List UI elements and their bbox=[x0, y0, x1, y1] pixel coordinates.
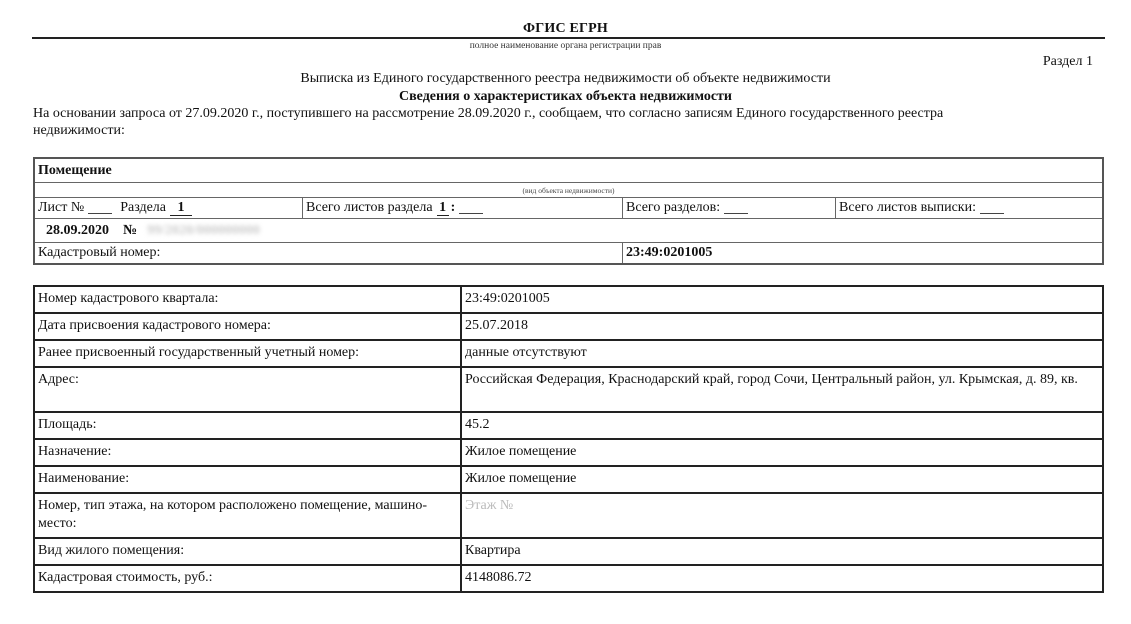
total-sections-cell bbox=[623, 198, 748, 218]
property-details-table bbox=[33, 285, 1104, 593]
table-row bbox=[34, 340, 1103, 367]
document-title: Выписка из Единого государственного реестра недвижимости об объекте недвижимости bbox=[300, 71, 831, 86]
row-label: Номер, тип этажа, на котором расположено помещение, машино-место: bbox=[34, 493, 461, 538]
section-number: 1 bbox=[170, 201, 192, 216]
total-sheets-section-cell bbox=[303, 198, 483, 218]
table-row bbox=[34, 538, 1103, 565]
row-label: Дата присвоения кадастрового номера: bbox=[34, 313, 461, 340]
object-type: Помещение bbox=[38, 162, 112, 178]
row-value: Жилое помещение bbox=[461, 466, 1103, 493]
table-row bbox=[34, 313, 1103, 340]
extract-number-redacted: 99/2020/000000000 bbox=[147, 222, 260, 238]
table-row bbox=[34, 565, 1103, 592]
registry-org-title: ФГИС ЕГРН bbox=[523, 21, 608, 36]
row-label: Наименование: bbox=[34, 466, 461, 493]
row-value: Жилое помещение bbox=[461, 439, 1103, 466]
row-label: Назначение: bbox=[34, 439, 461, 466]
sheet-label: Лист № bbox=[38, 200, 85, 215]
object-type-caption: (вид объекта недвижимости) bbox=[522, 185, 615, 195]
row-value: Квартира bbox=[461, 538, 1103, 565]
object-type-caption-row bbox=[35, 183, 1102, 198]
colon: : bbox=[450, 200, 456, 215]
document-subtitle: Сведения о характеристиках объекта недвижимости bbox=[399, 89, 732, 104]
total-sheets-section-value: 1 bbox=[437, 201, 449, 216]
document-intro: На основании запроса от 27.09.2020 г., поступившего на рассмотрение 28.09.2020 г., сообщаем, что согласно записям Единого государственного реестра недвижимости: bbox=[33, 106, 944, 138]
row-value: данные отсутствуют bbox=[461, 340, 1103, 367]
section-label: Раздел 1 bbox=[1042, 54, 1093, 69]
row-value: 23:49:0201005 bbox=[461, 286, 1103, 313]
row-label: Вид жилого помещения: bbox=[34, 538, 461, 565]
total-extract-sheets-label: Всего листов выписки: bbox=[839, 200, 976, 215]
date-number-cell bbox=[43, 219, 260, 242]
row-value: 25.07.2018 bbox=[461, 313, 1103, 340]
row-value: Этаж № bbox=[461, 493, 1103, 538]
row-label: Адрес: bbox=[34, 367, 461, 412]
table-row bbox=[34, 367, 1103, 412]
object-type-row bbox=[35, 159, 1102, 183]
cadastral-value: 23:49:0201005 bbox=[626, 245, 713, 260]
row-value: 4148086.72 bbox=[461, 565, 1103, 592]
total-extract-sheets-blank bbox=[980, 202, 1004, 214]
header-rule bbox=[32, 37, 1105, 39]
table-row bbox=[34, 493, 1103, 538]
table-row bbox=[34, 466, 1103, 493]
total-extract-sheets-cell bbox=[836, 198, 1004, 218]
row-label: Ранее присвоенный государственный учетный номер: bbox=[34, 340, 461, 367]
row-value: 45.2 bbox=[461, 412, 1103, 439]
cadastral-row bbox=[35, 243, 1102, 263]
number-label: № bbox=[123, 222, 138, 238]
sheet-number-blank bbox=[88, 202, 112, 214]
sheets-row bbox=[35, 198, 1102, 219]
row-value: Российская Федерация, Краснодарский край, город Сочи, Центральный район, ул. Крымская, д. 89, кв. bbox=[461, 367, 1103, 412]
table-row bbox=[34, 439, 1103, 466]
row-label: Кадастровая стоимость, руб.: bbox=[34, 565, 461, 592]
object-header-box bbox=[33, 157, 1104, 265]
extract-date: 28.09.2020 bbox=[46, 222, 109, 238]
table-row bbox=[34, 412, 1103, 439]
total-sheets-blank bbox=[459, 202, 483, 214]
total-sections-blank bbox=[724, 202, 748, 214]
row-label: Площадь: bbox=[34, 412, 461, 439]
table-row bbox=[34, 286, 1103, 313]
total-sheets-section-label: Всего листов раздела bbox=[306, 200, 433, 215]
cadastral-label: Кадастровый номер: bbox=[38, 245, 161, 260]
registry-org-caption: полное наименование органа регистрации прав bbox=[469, 41, 662, 51]
total-sections-label: Всего разделов: bbox=[626, 200, 721, 215]
date-number-row bbox=[35, 219, 1102, 243]
sheet-number-cell bbox=[35, 198, 192, 218]
row-label: Номер кадастрового квартала: bbox=[34, 286, 461, 313]
section-of-label: Раздела bbox=[120, 200, 167, 215]
